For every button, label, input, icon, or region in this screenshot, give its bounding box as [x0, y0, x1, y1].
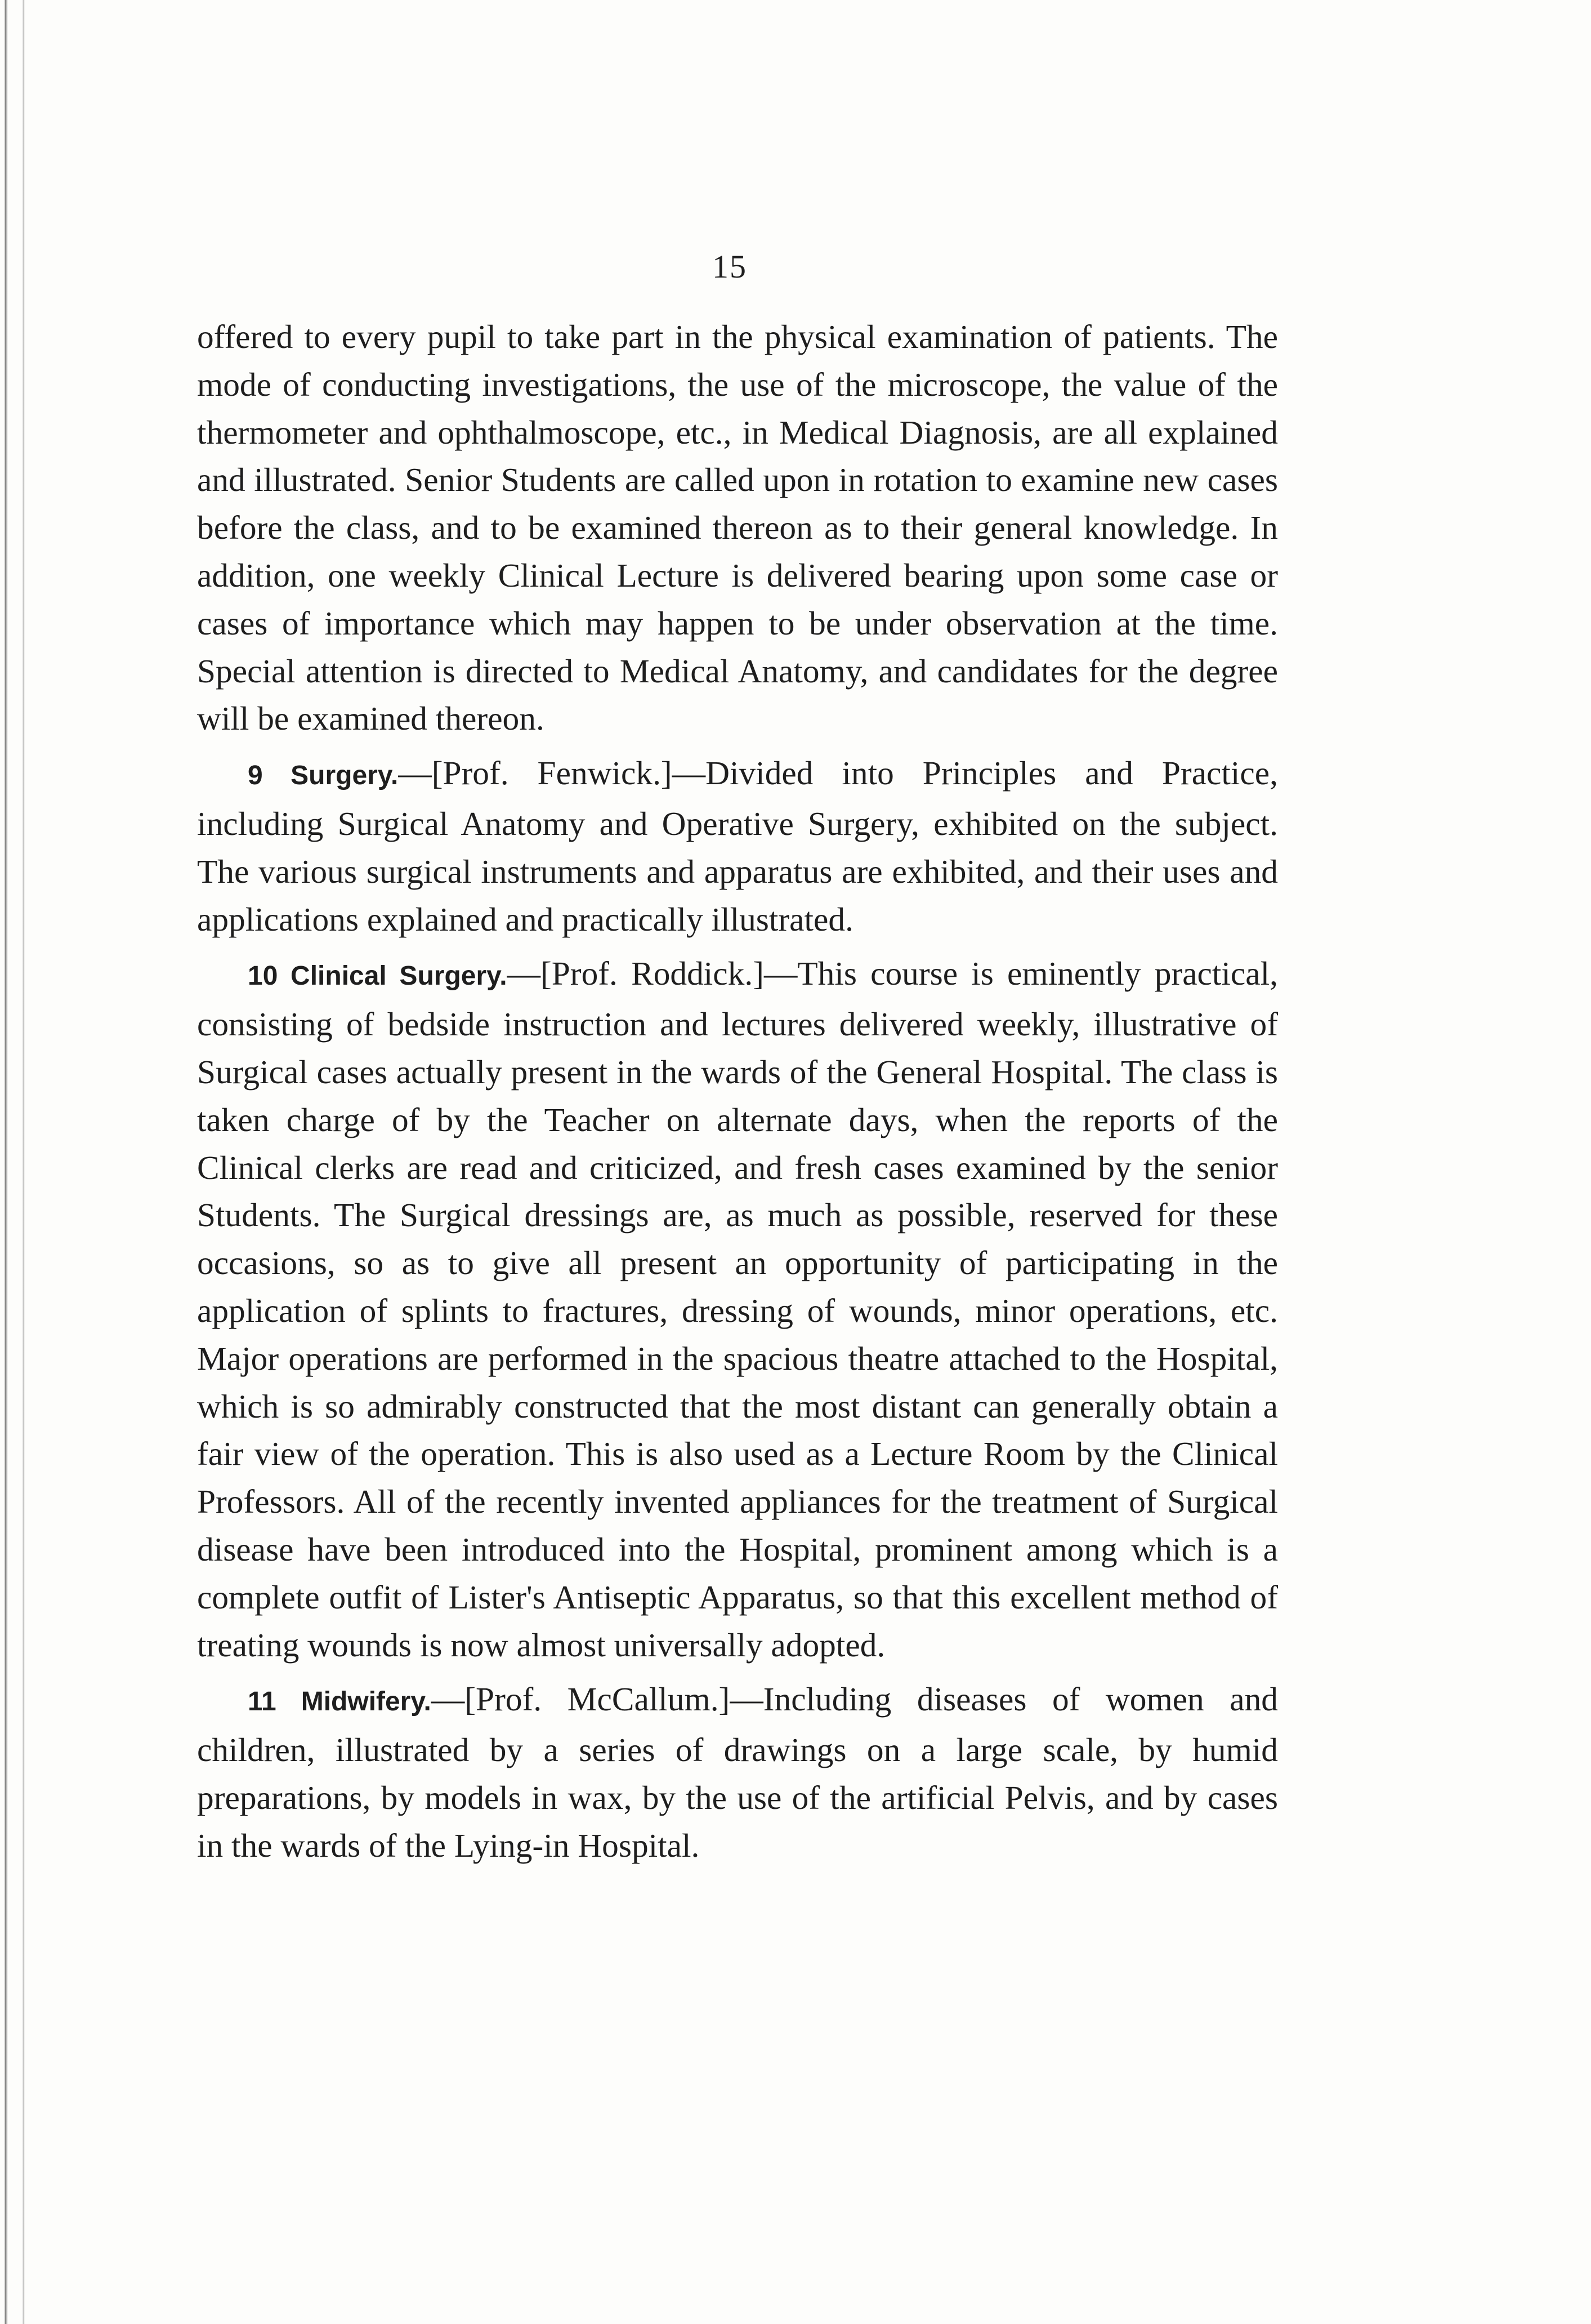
page-number: 15: [712, 248, 747, 285]
body-text-block: [197, 313, 1278, 1870]
section-text: —[Prof. McCallum.]—Including diseases of women and children, illustrated by a series of drawings on a large scale, by humid preparations, by models in wax, by the use of the artificial Pelvis, and by cases in the wards of the Lying-in Hospital.: [197, 1681, 1278, 1864]
section-midwifery: [197, 1675, 1278, 1869]
section-heading: 9 Surgery.: [248, 761, 399, 791]
section-surgery: [197, 749, 1278, 943]
paragraph-text: offered to every pupil to take part in the physical examination of patients. The mode of conducting investigations, the use of the microscope, the value of the thermometer and ophthalmoscope, etc., in Medical Diagnosis, are all explained and illustrated. Senior Students are called upon in rotation to examine new cases before the class, and to be examined thereon as to their general knowledge. In addition, one weekly Clinical Lecture is delivered bearing upon some case or cases of importance which may happen to be under observation at the time. Special attention is directed to Medical Anatomy, and candidates for the degree will be examined thereon.: [197, 318, 1278, 738]
section-heading: 11 Midwifery.: [248, 1687, 431, 1717]
section-heading: 10 Clinical Surgery.: [248, 961, 507, 991]
section-clinical-surgery: [197, 950, 1278, 1669]
paragraph-medicine-continued: [197, 313, 1278, 743]
section-text: —[Prof. Fenwick.]—Divided into Principles and Practice, including Surgical Anatomy and Operative Surgery, exhibited on the subject. The various surgical instruments and apparatus are exhibited, and their uses and applications explained and practically illustrated.: [197, 754, 1278, 938]
page-binding-edge: [0, 0, 51, 2324]
section-text: —[Prof. Roddick.]—This course is eminently practical, consisting of bedside instruction and lectures delivered weekly, illustrative of Surgical cases actually present in the wards of the General Hospital. The class is taken charge of by the Teacher on alternate days, when the reports of the Clinical clerks are read and criticized, and fresh cases examined by the senior Students. The Surgical dressings are, as much as possible, reserved for these occasions, so as to give all present an opportunity of participating in the application of splints to fractures, dressing of wounds, minor operations, etc. Major operations are performed in the spacious theatre attached to the Hospital, which is so admirably constructed that the most distant can generally obtain a fair view of the operation. This is also used as a Lecture Room by the Clinical Professors. All of the recently invented appliances for the treatment of Surgical disease have been introduced into the Hospital, prominent among which is a complete outfit of Lister's Antiseptic Apparatus, so that this excellent method of treating wounds is now almost universally adopted.: [197, 955, 1278, 1664]
